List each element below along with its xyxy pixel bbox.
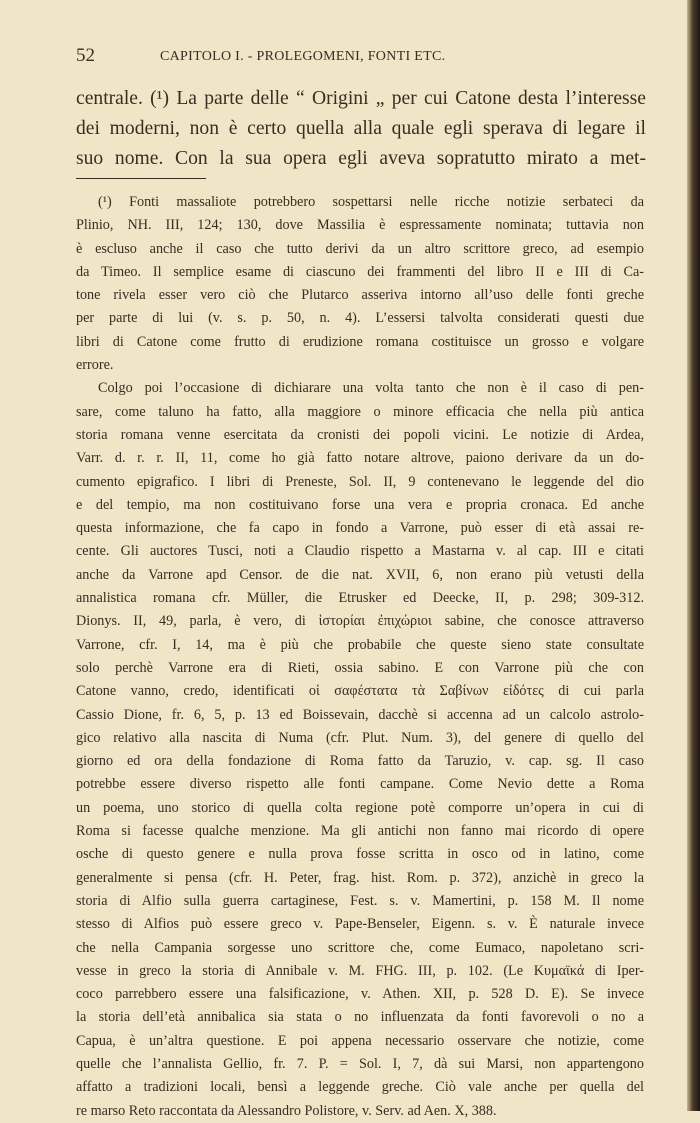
- main-text-line: dei moderni, non è certo quella alla quale egli sperava di legare il: [76, 118, 646, 139]
- footnote-line: Varr. d. r. r. II, 11, come ho già fatto notare altrove, paiono derivare da un do-: [76, 450, 644, 467]
- footnote-line: un poema, uno storico di quella colta regione potè comporre un’opera in cui di: [76, 799, 644, 816]
- footnote-line: giorno ed ora della fondazione di Roma fatto da Taruzio, v. cap. sg. Il caso: [76, 753, 644, 770]
- footnote-line: Catone vanno, credo, identificati οἱ σαφέστατα τὰ Σαβίνων εἰδότες di cui parla: [76, 683, 644, 700]
- footnote-line: cumento epigrafico. I libri di Preneste, Sol. II, 9 contenevano le leggende del dio: [76, 473, 644, 490]
- main-text-line: suo nome. Con la sua opera egli aveva sopratutto mirato a met-: [76, 148, 646, 169]
- footnote-line: generalmente si pensa (cfr. H. Peter, frag. hist. Rom. p. 372), anzichè in greco la: [76, 869, 644, 886]
- footnote-line: Cassio Dione, fr. 6, 5, p. 13 ed Boissevain, dacchè si accenna ad un calcolo astrolo-: [76, 706, 644, 723]
- footnote-line: storia romana venne esercitata da cronisti dei popoli vicini. Le notizie di Ardea,: [76, 426, 644, 443]
- footnote-line: Capua, è un’altra questione. E poi appena necessario osservare che notizie, come: [76, 1032, 644, 1049]
- footnote-line: re marso Reto raccontata da Alessandro Polistore, v. Serv. ad Aen. X, 388.: [76, 1102, 497, 1119]
- footnote-line: libri di Catone come frutto di erudizione romana costituisce un grosso e volgare: [76, 333, 644, 350]
- footnote-line: solo perchè Varrone era di Rieti, ossia sabino. E con Varrone più che con: [76, 659, 644, 676]
- footnote-line: vesse in greco la storia di Annibale v. M. FHG. III, p. 102. (Le Κυμαϊκά di Iper-: [76, 962, 644, 979]
- footnote-line: Varrone, cfr. I, 14, ma è più che probabile che queste sieno state consultate: [76, 636, 644, 653]
- footnote-line: Colgo poi l’occasione di dichiarare una volta tanto che non è il caso di pen-: [98, 380, 644, 397]
- footnote-line: questa informazione, che fa capo in fondo a Varrone, può esser di età assai re-: [76, 520, 644, 537]
- footnote-line: Plinio, NH. III, 124; 130, dove Massilia è espressamente nominata; tuttavia non: [76, 217, 644, 234]
- footnote-line: anche da Varrone apd Censor. de die nat. XVII, 6, non erano più vetusti della: [76, 566, 644, 583]
- footnote-line: e del tempio, ma non costituivano forse una vera e propria cronaca. Ed anche: [76, 496, 644, 513]
- footnote-line: errore.: [76, 357, 114, 374]
- running-title: CAPITOLO I. - PROLEGOMENI, FONTI ETC.: [160, 49, 446, 64]
- footnote-line: la storia dell’età annibalica sia stata o no influenzata da fonti favorevoli o no a: [76, 1009, 644, 1026]
- footnote-line: che nella Campania sorgesse uno scrittore che, come Eumaco, napoletano scri-: [76, 939, 644, 956]
- footnote-line: tone rivela esser vero ciò che Plutarco asseriva intorno all’uso delle fonti greche: [76, 287, 644, 304]
- footnote-line: coco parrebbero essere una falsificazione, v. Athen. XII, p. 528 D. E). Se invece: [76, 986, 644, 1003]
- footnote-line: stesso di Alfios può essere greco v. Pape-Benseler, Eigenn. s. v. È naturale invece: [76, 916, 644, 933]
- footnote-line: (¹) Fonti massaliote potrebbero sospettarsi nelle ricche notizie serbateci da: [98, 194, 644, 210]
- footnote-line: potrebbe essere diverso rispetto alle fonti campane. Come Nevio dette a Roma: [76, 776, 644, 793]
- page-edge: [687, 0, 700, 1111]
- main-text-line: centrale. (¹) La parte delle “ Origini „ per cui Catone desta l’interesse: [76, 88, 646, 109]
- footnote-line: per parte di lui (v. s. p. 50, n. 4). L’essersi talvolta considerati questi due: [76, 310, 644, 327]
- footnote-line: gico relativo alla nascita di Numa (cfr. Plut. Num. 3), del genere di quello del: [76, 729, 644, 746]
- footnote-line: Roma si facesse qualche menzione. Ma gli antichi non fanno mai ricordo di opere: [76, 823, 644, 840]
- footnote-line: sare, come taluno ha fatto, alla maggiore o minore efficacia che nella più antica: [76, 403, 644, 420]
- main-text: [76, 84, 646, 174]
- footnote-line: affatto a tradizioni locali, bensì a leggende greche. Ciò vale anche per quella del: [76, 1079, 644, 1096]
- footnote-line: storia di Alfio sulla guerra cartaginese, Fest. s. v. Mamertini, p. 158 M. Il nome: [76, 892, 644, 909]
- footnote-line: da Timeo. Il semplice esame di ciascuno dei frammenti del libro II e III di Ca-: [76, 263, 644, 280]
- footnote-line: cente. Gli auctores Tusci, noti a Claudio rispetto a Mastarna v. al cap. III e citati: [76, 543, 644, 560]
- running-header: [76, 46, 643, 66]
- footnote-line: osche di questo genere e nulla prova fosse scritta in osco od in latino, come: [76, 846, 644, 863]
- footnote-line: quelle che l’annalista Gellio, fr. 7. P. = Sol. I, 7, dà sui Marsi, non appartengono: [76, 1055, 644, 1072]
- footnote-separator: [76, 178, 206, 179]
- footnote-line: Dionys. II, 49, parla, è vero, di ἱστορίαι ἐπιχώριοι sabine, che conosce attraverso: [76, 613, 644, 630]
- page-number: 52: [76, 45, 95, 66]
- footnote-line: annalistica romana cfr. Müller, die Etrusker ed Deecke, II, p. 298; 309-312.: [76, 590, 644, 607]
- footnote-line: è escluso anche il caso che tutto derivi da un altro scrittore greco, ad esempio: [76, 240, 644, 257]
- footnote: [76, 191, 644, 1123]
